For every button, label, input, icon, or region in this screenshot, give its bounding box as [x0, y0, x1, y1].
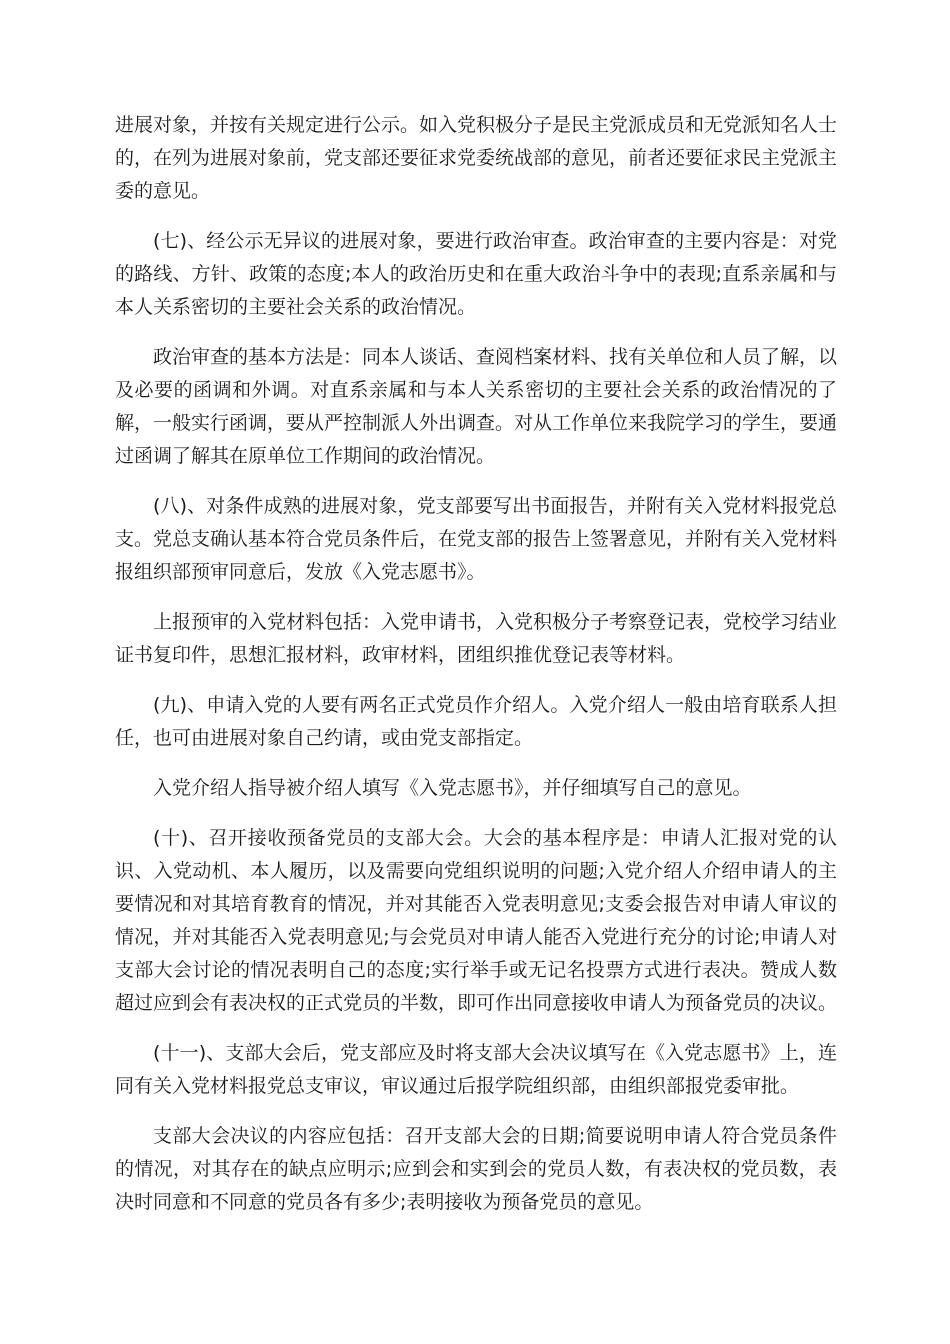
paragraph-item-8: (八)、对条件成熟的进展对象，党支部要写出书面报告，并附有关入党材料报党总支。党总支确认基本符合党员条件后，在党支部的报告上签署意见，并附有关入党材料报组织部预审同意后，发放《入党志愿书》。: [115, 495, 838, 583]
document-body: [115, 109, 837, 1236]
paragraph-resolution-contents: 支部大会决议的内容应包括：召开支部大会的日期;简要说明申请人符合党员条件的情况，对其存在的缺点应明示;应到会和实到会的党员人数，有表决权的党员数，表决时同意和不同意的党员各有多少;表明接收为预备党员的意见。: [115, 1125, 837, 1213]
paragraph-item-11: (十一)、支部大会后，党支部应及时将支部大会决议填写在《入党志愿书》上，连同有关入党材料报党总支审议，审议通过后报学院组织部，由组织部报党委审批。: [115, 1042, 837, 1097]
paragraph-introducer-guidance: 入党介绍人指导被介绍人填写《入党志愿书》，并仔细填写自己的意见。: [153, 777, 752, 799]
paragraph-continuation: 进展对象，并按有关规定进行公示。如入党积极分子是民主党派成员和无党派知名人士的，在列为进展对象前，党支部还要征求党委统战部的意见，前者还要征求民主党派主委的意见。: [115, 114, 838, 202]
paragraph-item-9: (九)、申请入党的人要有两名正式党员作介绍人。入党介绍人一般由培育联系人担任，也可由进展对象自己约请，或由党支部指定。: [115, 694, 837, 749]
paragraph-political-review-method: 政治审查的基本方法是：同本人谈话、查阅档案材料、找有关单位和人员了解，以及必要的函调和外调。对直系亲属和与本人关系密切的主要社会关系的政治情况的了解，一般实行函调，要从严控制派人外出调查。对从工作单位来我院学习的学生，要通过函调了解其在原单位工作期间的政治情况。: [115, 346, 838, 467]
paragraph-item-7: (七)、经公示无异议的进展对象，要进行政治审查。政治审查的主要内容是：对党的路线、方针、政策的态度;本人的政治历史和在重大政治斗争中的表现;直系亲属和与本人关系密切的主要社会关系的政治情况。: [115, 230, 837, 318]
paragraph-item-10: (十)、召开接收预备党员的支部大会。大会的基本程序是：申请人汇报对党的认识、入党动机、本人履历，以及需要向党组织说明的问题;入党介绍人介绍申请人的主要情况和对其培育教育的情况，并对其能否入党表明意见;支委会报告对申请人审议的情况，并对其能否入党表明意见;与会党员对申请人能否入党进行充分的讨论;申请人对支部大会讨论的情况表明自己的态度;实行举手或无记名投票方式进行表决。赞成人数超过应到会有表决权的正式党员的半数，即可作出同意接收申请人为预备党员的决议。: [115, 827, 838, 1014]
paragraph-pre-review-materials: 上报预审的入党材料包括：入党申请书，入党积极分子考察登记表，党校学习结业证书复印件，思想汇报材料，政审材料，团组织推优登记表等材料。: [115, 611, 838, 666]
